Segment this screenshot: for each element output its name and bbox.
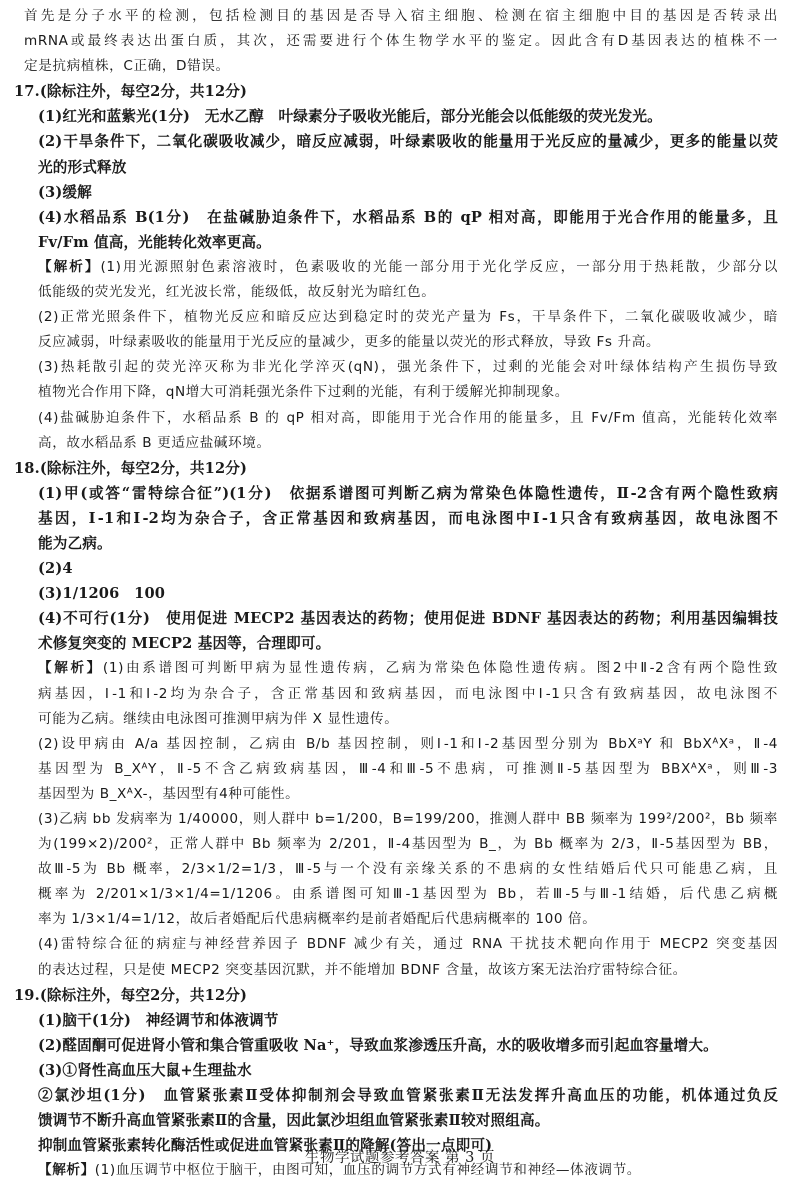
- text-line-content: 可能为乙病。继续由电泳图可推测甲病为伴 X 显性遗传。: [38, 710, 399, 727]
- text-line: [24, 581, 778, 606]
- text-line: [24, 907, 778, 932]
- text-line: [24, 606, 778, 631]
- text-line-content: 19.(除标注外，每空2分，共12分): [14, 986, 248, 1004]
- text-line: [24, 431, 778, 456]
- text-line-content: (1)红光和蓝紫光(1分) 无水乙醇 叶绿素分子吸收光能后，部分光能会以低能级的荧光发光。: [38, 108, 662, 126]
- text-line: [24, 757, 778, 782]
- text-line-content: 概率为 2/201×1/3×1/4=1/1206。由系谱图可知Ⅲ-1基因型为 Bb，若Ⅲ-5与Ⅲ-1结婚，后代患乙病概: [38, 886, 778, 903]
- text-line-content: (4)盐碱胁迫条件下，水稻品系 B 的 qP 相对高，即能用于光合作用的能量多，且 Fv/Fm 值高，光能转化效率: [38, 409, 778, 426]
- text-line: [24, 255, 778, 280]
- text-line-content: (2)醛固酮可促进肾小管和集合管重吸收 Na⁺，导致血浆渗透压升高，水的吸收增多而引起血容量增大。: [38, 1036, 718, 1054]
- text-line-content: 率为 1/3×1/4=1/12，故后者婚配后代患病概率约是前者婚配后代患病概率的 100 倍。: [38, 911, 597, 928]
- text-line: [24, 1008, 778, 1033]
- text-line: [24, 406, 778, 431]
- text-line-content: 馈调节不断升高血管紧张素Ⅱ的含量，因此氯沙坦组血管紧张素Ⅱ较对照组高。: [38, 1112, 550, 1130]
- text-line-content: mRNA或最终表达出蛋白质，其次，还需要进行个体生物学水平的鉴定。因此含有D基因表达的植株不一: [24, 33, 778, 50]
- text-line: [24, 882, 778, 907]
- text-line-content: 定是抗病植株，C正确，D错误。: [24, 58, 230, 75]
- text-line-content: (4)水稻品系 B(1分) 在盐碱胁迫条件下，水稻品系 B的 qP 相对高，即能用于光合作用的能量多，且: [38, 208, 778, 226]
- text-line: [24, 807, 778, 832]
- text-line-content: 18.(除标注外，每空2分，共12分): [14, 459, 248, 477]
- text-line: [24, 732, 778, 757]
- text-line: [24, 380, 778, 405]
- text-line: [24, 506, 778, 531]
- text-line-content: 为(199×2)/200²，正常人群中 Bb 频率为 2/201，Ⅱ-4基因型为 B_，为 Bb 概率为 2/3，Ⅱ-5基因型为 BB，: [38, 836, 778, 853]
- text-line-content: 病基因，Ⅰ-1和Ⅰ-2均为杂合子，含正常基因和致病基因，而电泳图中Ⅰ-1只含有致病基因，故电泳图不: [38, 685, 778, 702]
- text-line: [24, 54, 778, 79]
- text-line: [24, 481, 778, 506]
- text-line-content: (1)甲(或答“雷特综合征”)(1分) 依据系谱图可判断乙病为常染色体隐性遗传，Ⅱ-2含有两个隐性致病: [38, 484, 778, 502]
- text-line-content: (4)不可行(1分) 使用促进 MECP2 基因表达的药物；使用促进 BDNF 基因表达的药物；利用基因编辑技: [38, 610, 778, 628]
- text-line: [24, 782, 778, 807]
- text-line-content: 植物光合作用下降，qN增大可消耗强光条件下过剩的光能，有利于缓解光抑制现象。: [38, 384, 569, 401]
- text-line-content: (2)4: [38, 560, 73, 578]
- text-line: [24, 280, 778, 305]
- text-line: [24, 1083, 778, 1108]
- text-line-content: ②氯沙坦(1分) 血管紧张素Ⅱ受体抑制剂会导致血管紧张素Ⅱ无法发挥升高血压的功能，机体通过负反: [38, 1087, 778, 1105]
- text-line-content: (4)雷特综合征的病症与神经营养因子 BDNF 减少有关，通过 RNA 干扰技术靶向作用于 MECP2 突变基因: [38, 936, 778, 953]
- text-line: [24, 958, 778, 983]
- text-line: [24, 230, 778, 255]
- text-line: [24, 1058, 778, 1083]
- text-line-content: 基因型为 B_XᴬX-，基因型有4种可能性。: [38, 785, 300, 802]
- text-line: [24, 932, 778, 957]
- text-line-content: (1)脑干(1分) 神经调节和体液调节: [38, 1011, 279, 1029]
- text-line: [24, 656, 778, 681]
- text-line-content: 能为乙病。: [38, 534, 112, 552]
- text-line-content: 首先是分子水平的检测，包括检测目的基因是否导入宿主细胞、检测在宿主细胞中目的基因是否转录出: [24, 8, 778, 24]
- text-line-content: 光的形式释放: [38, 158, 127, 176]
- text-line: [24, 1108, 778, 1133]
- text-line: [24, 682, 778, 707]
- text-line: [24, 330, 778, 355]
- text-line: [24, 832, 778, 857]
- text-line: [24, 4, 778, 29]
- text-line: [24, 180, 778, 205]
- text-line-content: 的表达过程，只是使 MECP2 突变基因沉默，并不能增加 BDNF 含量，故该方案无法治疗雷特综合征。: [38, 961, 687, 978]
- text-line: [24, 631, 778, 656]
- text-line-content: 术修复突变的 MECP2 基因等，合理即可。: [38, 635, 331, 653]
- text-line-content: 17.(除标注外，每空2分，共12分): [14, 83, 248, 101]
- text-line-content: (1)用光源照射色素溶液时，色素吸收的光能一部分用于光化学反应，一部分用于热耗散，少部分以: [100, 258, 778, 275]
- text-line-content: Fv/Fm 值高，光能转化效率更高。: [38, 233, 271, 251]
- text-line-content: (2)正常光照条件下，植物光反应和暗反应达到稳定时的荧光产量为 Fs，干旱条件下，二氧化碳吸收减少，暗: [38, 309, 778, 326]
- analysis-tag: 【解析】: [38, 258, 101, 275]
- text-line: [24, 305, 778, 330]
- text-line: [14, 983, 778, 1008]
- text-line: [24, 1033, 778, 1058]
- text-line-content: 高，故水稻品系 B 更适应盐碱环境。: [38, 434, 271, 451]
- text-line-content: (1)由系谱图可判断甲病为显性遗传病，乙病为常染色体隐性遗传病。图2中Ⅱ-2含有两个隐性致: [102, 660, 778, 677]
- text-line-content: (3)①肾性高血压大鼠+生理盐水: [38, 1061, 252, 1079]
- text-line: [24, 707, 778, 732]
- text-line: [24, 29, 778, 54]
- answer-text-body: [14, 4, 778, 1183]
- text-line: [14, 79, 778, 104]
- text-line-content: 故Ⅲ-5为 Bb 概率，2/3×1/2=1/3，Ⅲ-5与一个没有亲缘关系的不患病的女性结婚后代只可能患乙病，且: [38, 861, 778, 878]
- text-line-content: (2)设甲病由 A/a 基因控制，乙病由 B/b 基因控制，则Ⅰ-1和Ⅰ-2基因型分别为 BbXᵃY 和 BbXᴬXᵃ，Ⅱ-4: [38, 735, 778, 752]
- text-line-content: 低能级的荧光发光，红光波长常，能级低，故反射光为暗红色。: [38, 284, 436, 301]
- text-line: [24, 556, 778, 581]
- text-line: [24, 857, 778, 882]
- text-line-content: (3)1/1206 100: [38, 585, 166, 603]
- text-line-content: 基因型为 B_XᴬY，Ⅱ-5不含乙病致病基因，Ⅲ-4和Ⅲ-5不患病，可推测Ⅱ-5基因型为 BBXᴬXᵃ，则Ⅲ-3: [38, 760, 778, 777]
- text-line-content: (1)血压调节中枢位于脑干，由图可知，血压的调节方式有神经调节和神经—体液调节。: [94, 1162, 642, 1179]
- page-footer: 生物学试题参考答案 第 3 页: [304, 1150, 496, 1166]
- text-line: [24, 355, 778, 380]
- text-line: [24, 155, 778, 180]
- analysis-tag: 【解析】: [38, 660, 103, 677]
- text-line-content: (3)乙病 bb 发病率为 1/40000，则人群中 b=1/200，B=199/200，推测人群中 BB 频率为 199²/200²，Bb 频率: [38, 811, 778, 827]
- text-line: [24, 205, 778, 230]
- text-line-content: (3)缓解: [38, 183, 92, 201]
- text-line-content: (3)热耗散引起的荧光淬灭称为非光化学淬灭(qN)，强光条件下，过剩的光能会对叶绿体结构产生损伤导致: [38, 359, 778, 376]
- text-line-content: 基因，Ⅰ-1和Ⅰ-2均为杂合子，含正常基因和致病基因，而电泳图中Ⅰ-1只含有致病基因，故电泳图不: [38, 509, 778, 527]
- analysis-tag: 【解析】: [38, 1162, 95, 1179]
- text-line: [24, 129, 778, 154]
- text-line: [24, 104, 778, 129]
- text-line-content: 抑制血管紧张素转化酶活性或促进血管紧张素Ⅱ的降解(答出一点即可): [38, 1137, 493, 1155]
- text-line: [24, 531, 778, 556]
- text-line-content: (2)干旱条件下，二氧化碳吸收减少，暗反应减弱，叶绿素吸收的能量用于光反应的量减少，更多的能量以荧: [38, 133, 778, 151]
- text-line: [14, 456, 778, 481]
- text-line-content: 反应减弱，叶绿素吸收的能量用于光反应的量减少，更多的能量以荧光的形式释放，导致 Fs 升高。: [38, 334, 661, 351]
